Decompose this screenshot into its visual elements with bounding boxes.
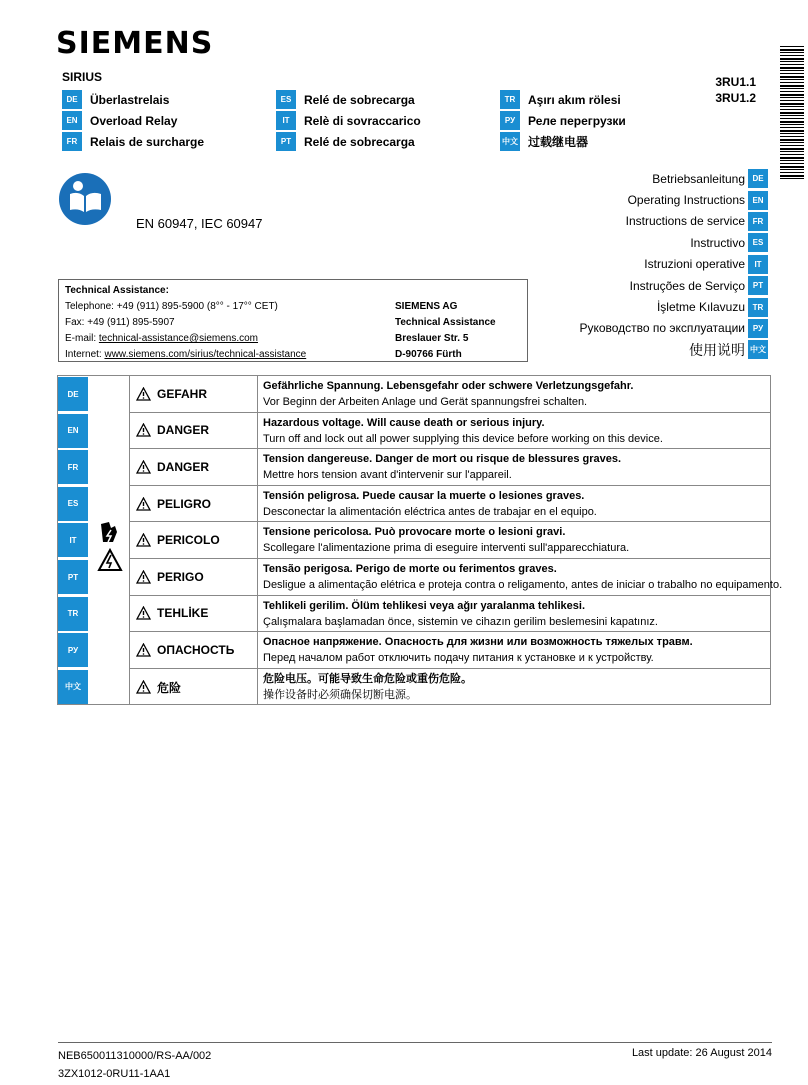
- signal-word: [130, 669, 258, 706]
- lang-code-badge: FR: [62, 132, 82, 151]
- product-name: Relé de sobrecarga: [304, 134, 415, 149]
- signal-word-text: 危险: [157, 680, 182, 695]
- product-name: Relé de sobrecarga: [304, 92, 415, 107]
- manual-title: Betriebsanleitung: [652, 171, 745, 186]
- product-name-row: [62, 131, 204, 152]
- product-name: Überlastrelais: [90, 92, 170, 107]
- warning-triangle-icon: [136, 460, 151, 474]
- signal-word: [130, 559, 258, 595]
- warning-row: [130, 669, 770, 706]
- lang-code-badge: TR: [748, 298, 768, 317]
- product-name: 过载继电器: [528, 135, 589, 149]
- warning-instruction: Mettre hors tension avant d'intervenir sur l'appareil.: [263, 469, 512, 482]
- product-name: Реле перегрузки: [528, 113, 626, 128]
- warning-triangle-icon: [136, 497, 151, 511]
- manual-title-row: [579, 211, 768, 232]
- address-line: D-90766 Fürth: [395, 349, 462, 360]
- product-name-row: [276, 89, 421, 110]
- manual-title-row: [579, 275, 768, 296]
- danger-warning-table: [57, 375, 783, 705]
- order-number: 3ZX1012-0RU11-1AA1: [58, 1068, 171, 1080]
- signal-word-text: PERICOLO: [157, 533, 220, 548]
- product-name-row: [62, 110, 204, 131]
- telephone: Telephone: +49 (911) 895-5900 (8°° - 17°° CET): [65, 301, 278, 312]
- lang-code-badge: 中文: [58, 670, 88, 704]
- warning-instruction: Scollegare l'alimentazione prima di eseguire interventi sull'apparecchiatura.: [263, 542, 630, 555]
- signal-word: [130, 596, 258, 632]
- manual-title: 使用说明: [689, 341, 745, 358]
- signal-word-text: PERIGO: [157, 569, 204, 584]
- signal-word: [130, 632, 258, 668]
- manual-title-row: [579, 232, 768, 253]
- product-name: Relè di sovraccarico: [304, 113, 421, 128]
- signal-word: [130, 449, 258, 485]
- hazard-symbol-column: [88, 376, 130, 704]
- manual-title: Instructions de service: [625, 214, 745, 229]
- read-manual-icon: [58, 172, 112, 226]
- technical-assistance-box: [58, 279, 528, 362]
- product-name: Relais de surcharge: [90, 134, 205, 149]
- lang-code-badge: PT: [748, 276, 768, 295]
- lang-code-badge: ES: [748, 233, 768, 252]
- signal-word: [130, 376, 258, 412]
- lang-code-badge: DE: [62, 90, 82, 109]
- warning-instruction: Vor Beginn der Arbeiten Anlage und Gerät spannungsfrei schalten.: [263, 396, 588, 408]
- warning-headline: Tehlikeli gerilim. Ölüm tehlikesi veya ağır yaralanma tehlikesi.: [263, 599, 585, 612]
- signal-word-text: DANGER: [157, 423, 210, 438]
- product-name: Overload Relay: [90, 113, 178, 128]
- warning-instruction: 操作设备时必须确保切断电源。: [263, 688, 417, 701]
- lang-code-badge: PT: [58, 560, 88, 594]
- manual-title-row: [579, 296, 768, 317]
- last-update: Last update: 26 August 2014: [631, 1047, 772, 1059]
- fax: Fax: +49 (911) 895-5907: [65, 317, 175, 328]
- warning-triangle-icon: [136, 533, 151, 547]
- model-numbers: [715, 74, 756, 106]
- manual-title-row: [579, 254, 768, 275]
- warning-row: [130, 449, 770, 486]
- warning-text: [263, 598, 766, 630]
- warning-headline: Hazardous voltage. Will cause death or serious injury.: [263, 416, 545, 429]
- lang-code-badge: FR: [748, 212, 768, 231]
- product-name-row: [500, 131, 626, 152]
- series-name: SIRIUS: [62, 70, 103, 84]
- lang-code-badge: РУ: [748, 319, 768, 338]
- lang-code-badge: IT: [58, 523, 88, 557]
- signal-word-text: DANGER: [157, 459, 210, 474]
- signal-word-text: PELIGRO: [157, 496, 212, 511]
- lang-code-badge: EN: [58, 414, 88, 448]
- model-number: 3RU1.1: [715, 75, 756, 89]
- manual-title-row: [579, 339, 768, 360]
- warning-text: [263, 378, 766, 410]
- lang-code-badge: РУ: [58, 633, 88, 667]
- lang-code-badge: РУ: [500, 111, 520, 130]
- product-name-row: [276, 131, 421, 152]
- warning-rows: [130, 376, 783, 704]
- lang-code-badge: TR: [500, 90, 520, 109]
- product-name-row: [62, 89, 204, 110]
- warning-headline: Опасное напряжение. Опасность для жизни или возможность тяжелых травм.: [263, 636, 693, 649]
- internet-line: [65, 347, 306, 363]
- warning-triangle-icon: [136, 570, 151, 584]
- model-number: 3RU1.2: [715, 91, 756, 105]
- manual-title: Operating Instructions: [627, 193, 745, 208]
- warning-triangle-icon: [136, 643, 151, 657]
- product-name-row: [500, 110, 626, 131]
- contact-details: [65, 299, 306, 363]
- manual-title: Instruções de Serviço: [629, 278, 745, 293]
- warning-triangle-icon: [136, 606, 151, 620]
- lang-code-badge: ES: [276, 90, 296, 109]
- warning-triangle-icon: [136, 387, 151, 401]
- website-link[interactable]: www.siemens.com/sirius/technical-assistance: [104, 349, 307, 360]
- warning-text: [263, 451, 766, 483]
- warning-row: [130, 596, 770, 633]
- lang-code-badge: 中文: [500, 132, 520, 151]
- siemens-logo: SIEMENS: [56, 26, 214, 61]
- email-prefix: E-mail:: [65, 333, 99, 344]
- signal-word: [130, 413, 258, 449]
- internet-prefix: Internet:: [65, 349, 105, 360]
- warning-headline: Tensione pericolosa. Può provocare morte o lesioni gravi.: [263, 526, 566, 539]
- product-name-row: [276, 110, 421, 131]
- footer-doc-numbers: [58, 1047, 211, 1083]
- warning-headline: Gefährliche Spannung. Lebensgefahr oder schwere Verletzungsgefahr.: [263, 380, 634, 392]
- warning-text: [263, 415, 766, 447]
- product-names-col-2: [276, 89, 421, 152]
- warning-headline: Tensão perigosa. Perigo de morte ou ferimentos graves.: [263, 563, 557, 575]
- address-line: Technical Assistance: [395, 317, 496, 328]
- electric-shock-icon: [97, 520, 123, 576]
- signal-word-text: ОПАСНОСТЬ: [157, 642, 235, 657]
- manual-title: Instructivo: [690, 235, 745, 250]
- warning-triangle-icon: [136, 680, 151, 694]
- warning-headline: 危险电压。可能导致生命危险或重伤危险。: [263, 672, 472, 685]
- warning-instruction: Desligue a alimentação elétrica e proteja contra o religamento, antes de iniciar o trabalho no equipamento.: [263, 579, 783, 591]
- lang-code-badge: PT: [276, 132, 296, 151]
- manual-title-row: [579, 168, 768, 189]
- warning-instruction: Çalışmalara başlamadan önce, sistemin ve cihazın gerilim beslemesini kapatınız.: [263, 615, 658, 628]
- manual-title: Руководство по эксплуатации: [579, 321, 745, 336]
- technical-assistance-title: Technical Assistance:: [65, 285, 169, 296]
- warning-text: [263, 524, 766, 556]
- warning-row: [130, 559, 783, 596]
- warning-instruction: Desconectar la alimentación eléctrica antes de trabajar en el equipo.: [263, 505, 597, 518]
- product-name: Aşırı akım rölesi: [528, 92, 621, 107]
- lang-code-badge: EN: [62, 111, 82, 130]
- standard-reference: EN 60947, IEC 60947: [136, 216, 263, 231]
- address-line: Breslauer Str. 5: [395, 333, 469, 344]
- warning-text: [263, 671, 766, 703]
- warning-triangle-icon: [136, 423, 151, 437]
- manual-title-list: [579, 168, 768, 361]
- lang-code-badge: FR: [58, 450, 88, 484]
- warning-instruction: Turn off and lock out all power supplying this device before working on this device.: [263, 432, 663, 445]
- postal-address: [395, 299, 496, 363]
- lang-code-badge: 中文: [748, 340, 768, 359]
- lang-code-badge: EN: [748, 191, 768, 210]
- manual-title-row: [579, 318, 768, 339]
- manual-title-row: [579, 189, 768, 210]
- warning-row: [130, 632, 770, 669]
- warning-instruction: Перед началом работ отключить подачу питания к установке и к устройству.: [263, 652, 654, 665]
- warning-lang-codes: [58, 376, 88, 704]
- warning-text: [263, 488, 766, 520]
- product-name-row: [500, 89, 626, 110]
- product-names-col-1: [62, 89, 204, 152]
- barcode: [780, 46, 804, 180]
- footer-divider: [58, 1042, 772, 1043]
- lang-code-badge: IT: [748, 255, 768, 274]
- warning-headline: Tensión peligrosa. Puede causar la muerte o lesiones graves.: [263, 489, 585, 502]
- signal-word: [130, 522, 258, 558]
- warning-row: [130, 486, 770, 523]
- lang-code-badge: IT: [276, 111, 296, 130]
- warning-row: [130, 376, 770, 413]
- signal-word-text: TEHLİKE: [157, 606, 209, 621]
- warning-text: [263, 561, 783, 593]
- address-line: SIEMENS AG: [395, 301, 458, 312]
- signal-word: [130, 486, 258, 522]
- lang-code-badge: DE: [58, 377, 88, 411]
- lang-code-badge: DE: [748, 169, 768, 188]
- email-line: [65, 331, 306, 347]
- email-link[interactable]: technical-assistance@siemens.com: [98, 333, 259, 344]
- lang-code-badge: TR: [58, 597, 88, 631]
- document-number: NEB650011310000/RS-AA/002: [58, 1050, 212, 1062]
- warning-headline: Tension dangereuse. Danger de mort ou risque de blessures graves.: [263, 453, 622, 466]
- product-names-col-3: [500, 89, 626, 152]
- lang-code-badge: ES: [58, 487, 88, 521]
- signal-word-text: GEFAHR: [157, 386, 208, 401]
- warning-row: [130, 522, 770, 559]
- warning-row: [130, 413, 770, 450]
- manual-title: Istruzioni operative: [644, 257, 745, 272]
- warning-text: [263, 634, 766, 666]
- manual-title: İşletme Kılavuzu: [656, 300, 745, 315]
